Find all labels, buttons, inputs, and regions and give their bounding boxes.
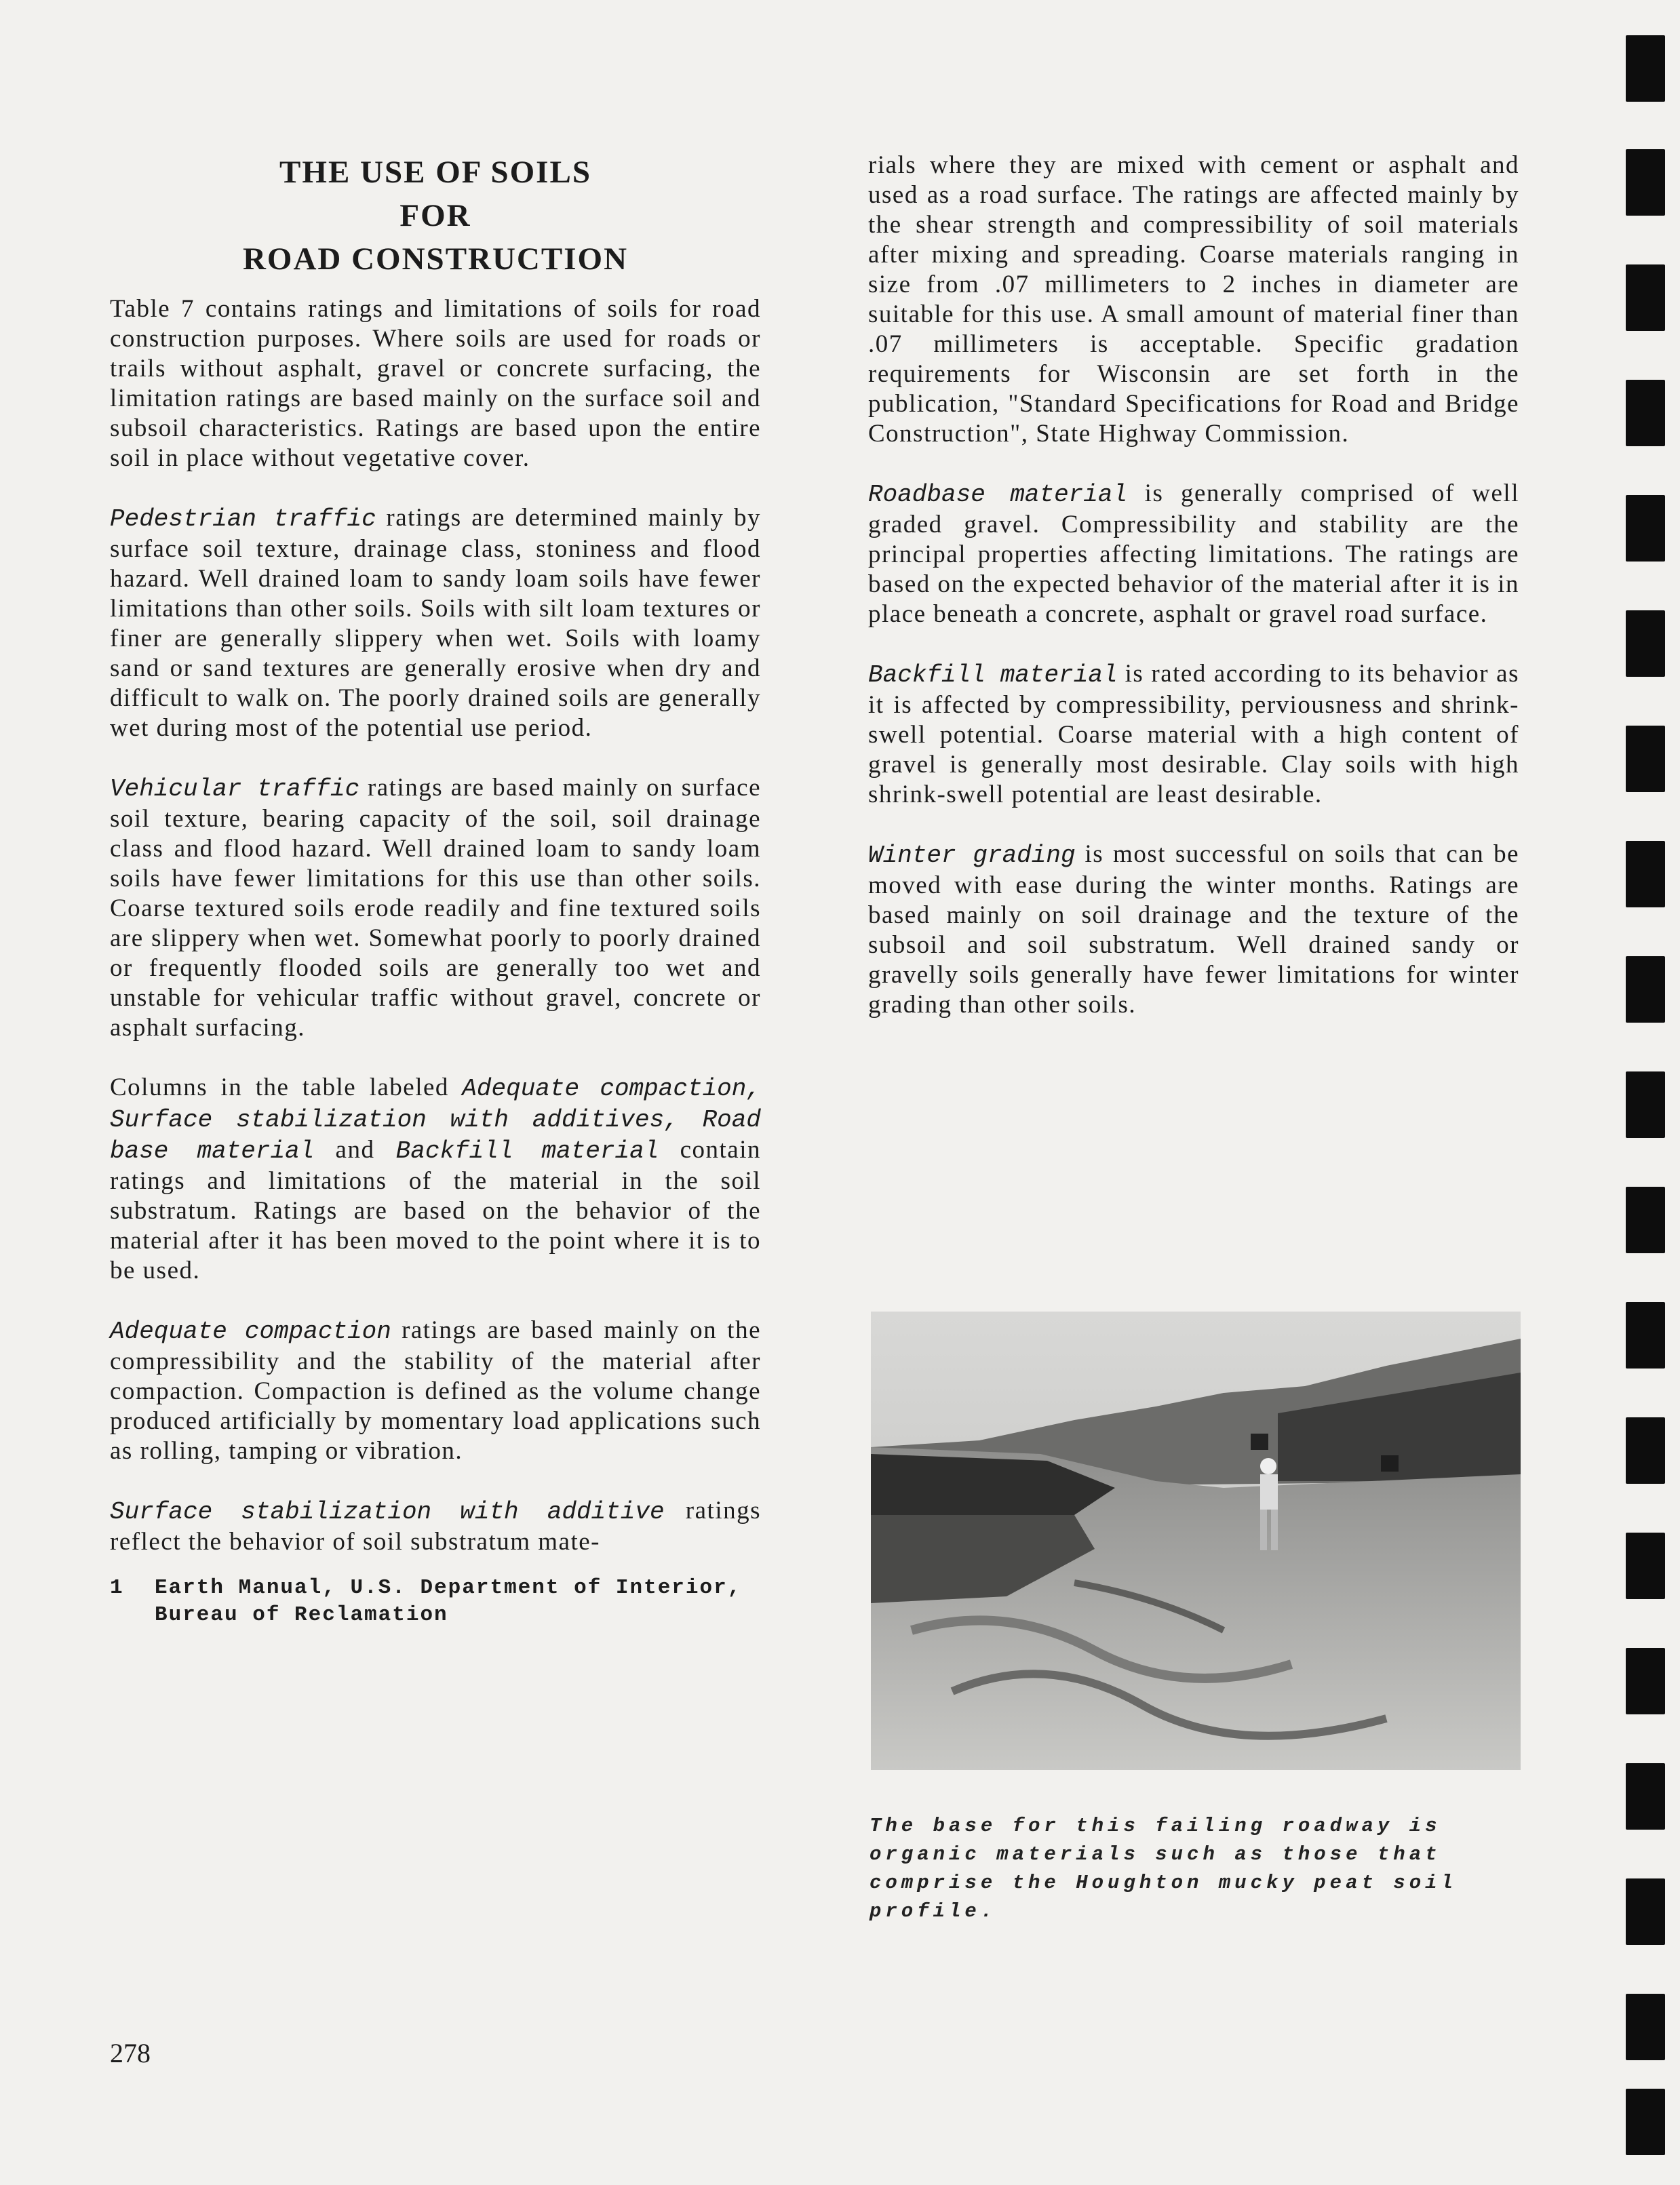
binding-hole: [1626, 1302, 1665, 1369]
columns-terms-1: Adequate compaction, Surface stabilization with additives, Road base material: [110, 1075, 761, 1165]
adequate-compaction-paragraph: [110, 1316, 761, 1466]
binding-hole: [1626, 1648, 1665, 1714]
title-line-3: ROAD CONSTRUCTION: [242, 241, 629, 277]
winter-grading-term: Winter grading: [868, 842, 1076, 869]
roadbase-material-paragraph: [868, 479, 1519, 629]
title-line-1: THE USE OF SOILS: [279, 155, 591, 190]
binding-hole: [1626, 1878, 1665, 1945]
columns-text-a: Columns in the table labeled: [110, 1074, 463, 1101]
binding-hole: [1626, 1533, 1665, 1599]
footnote-text: Earth Manual, U.S. Department of Interior, Bureau of Reclamation: [155, 1576, 742, 1627]
binding-hole: [1626, 841, 1665, 907]
continued-paragraph: [868, 151, 1519, 449]
binding-hole: [1626, 1994, 1665, 2060]
vehicular-traffic-text: ratings are based mainly on surface soil texture, bearing capacity of the soil, soil drainage class and flood hazard. Well drained loam to sandy loam soils have fewer limitations for this use than other soils. Coarse textured soils erode readily and fine textured soils are slippery when wet. Somewhat poorly to poorly drained or frequently flooded soils are generally too wet and unstable for vehicular traffic without gravel, concrete or asphalt surfacing.: [110, 774, 761, 1042]
binding-hole: [1626, 380, 1665, 446]
backfill-material-text: is rated according to its behavior as it is affected by compressibility, perviousness and shrink-swell potential. Coarse material with a high content of gravel is generally most desirable. Clay soils with high shrink-swell potential are least desirable.: [868, 660, 1519, 808]
binding-hole: [1626, 726, 1665, 792]
adequate-compaction-term: Adequate compaction: [110, 1318, 391, 1345]
footnote-number: 1: [110, 1576, 124, 1600]
binding-hole: [1626, 149, 1665, 216]
roadbase-material-text: is generally comprised of well graded gravel. Compressibility and stability are the principal properties affecting limitations. The ratings are based on the expected behavior of the material after it is in place beneath a concrete, asphalt or gravel road surface.: [868, 479, 1519, 628]
footnote: [110, 1575, 761, 1629]
binding-hole: [1626, 35, 1665, 102]
backfill-material-paragraph: [868, 659, 1519, 810]
columns-paragraph: [110, 1073, 761, 1286]
right-column: [868, 151, 1519, 1050]
columns-text-b: and: [314, 1136, 396, 1164]
binding-hole: [1626, 1763, 1665, 1830]
title-line-2: FOR: [399, 198, 471, 233]
binding-hole: [1626, 2089, 1665, 2155]
winter-grading-paragraph: [868, 840, 1519, 1020]
road-photo-image: [871, 1312, 1521, 1770]
intro-paragraph: [110, 294, 761, 473]
pedestrian-traffic-paragraph: [110, 503, 761, 743]
surface-stabilization-term: Surface stabilization with additive: [110, 1498, 665, 1526]
binding-hole: [1626, 264, 1665, 331]
page-number: 278: [110, 2038, 151, 2068]
columns-text-c: contain ratings and limitations of the material in the soil substratum. Ratings are based on the behavior of the material after it has been moved to the point where it is to be used.: [110, 1136, 761, 1284]
vehicular-traffic-paragraph: [110, 773, 761, 1043]
photo-caption: The base for this failing roadway is organic materials such as those that comprise the Houghton mucky peat soil profile.: [870, 1815, 1457, 1923]
binding-hole: [1626, 1071, 1665, 1138]
intro-text: Table 7 contains ratings and limitations of soils for road construction purposes. Where soils are used for roads or trails without asphalt, gravel or concrete surfacing, the limitation ratings are based mainly on the surface soil and subsoil characteristics. Ratings are based upon the entire soil in place without vegetative cover.: [110, 295, 761, 472]
winter-grading-text: is most successful on soils that can be moved with ease during the winter months. Ratings are based mainly on soil drainage and the texture of the subsoil and soil substratum. Well drained sandy or gravelly soils generally have fewer limitations for winter grading than other soils.: [868, 840, 1519, 1019]
binding-hole: [1626, 1187, 1665, 1253]
adequate-compaction-text: ratings are based mainly on the compressibility and the stability of the material after compaction. Compaction is defined as the volume change produced artificially by momentary load applications such as rolling, tamping or vibration.: [110, 1316, 761, 1465]
continued-text: rials where they are mixed with cement or asphalt and used as a road surface. The ratings are affected mainly by the shear strength and compressibility of soil materials after mixing and spreading. Coarse materials ranging in size from .07 millimeters to 2 inches in diameter are suitable for this use. A small amount of material finer than .07 millimeters is acceptable. Specific gradation requirements for Wisconsin are set forth in the publication, "Standard Specifications for Road and Bridge Construction", State Highway Commission.: [868, 151, 1519, 448]
left-column: [110, 151, 761, 1629]
backfill-material-term: Backfill material: [868, 661, 1118, 689]
binding-hole: [1626, 495, 1665, 562]
pedestrian-traffic-term: Pedestrian traffic: [110, 505, 376, 533]
surface-stabilization-paragraph: [110, 1496, 761, 1557]
binding-hole: [1626, 610, 1665, 677]
surface-stabilization-text: ratings reflect the behavior of soil substratum mate-: [110, 1497, 762, 1556]
columns-terms-2: Backfill material: [395, 1137, 659, 1165]
vehicular-traffic-term: Vehicular traffic: [110, 775, 360, 803]
pedestrian-traffic-text: ratings are determined mainly by surface soil texture, drainage class, stoniness and flood hazard. Well drained loam to sandy loam soils have fewer limitations than other soils. Soils with silt loam textures or finer are generally slippery when wet. Soils with loamy sand or sand textures are generally erosive when dry and difficult to walk on. The poorly drained soils are generally wet during most of the potential use period.: [110, 504, 761, 742]
spiral-binding: [1626, 0, 1666, 2185]
binding-hole: [1626, 1417, 1665, 1484]
road-photo: [871, 1312, 1521, 1770]
roadbase-material-term: Roadbase material: [868, 481, 1128, 509]
page-title: [110, 151, 761, 281]
binding-hole: [1626, 956, 1665, 1023]
